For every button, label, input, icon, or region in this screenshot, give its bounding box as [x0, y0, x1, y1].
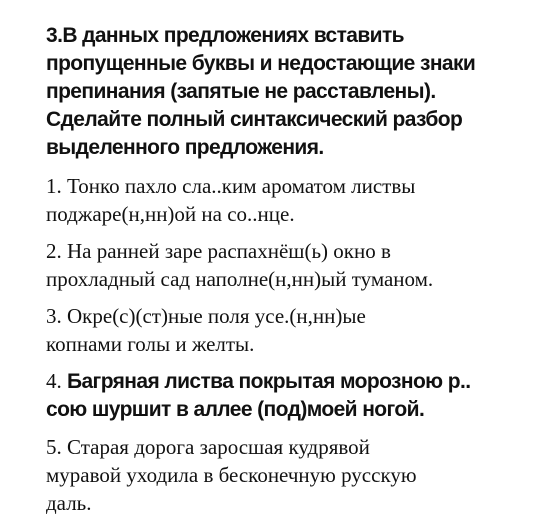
- sentence-3: [46, 302, 526, 358]
- sentence-line: прохладный сад наполне(н,нн)ый туманом.: [46, 267, 434, 291]
- sentence-line: копнами голы и желты.: [46, 332, 255, 356]
- sentence-line: даль.: [46, 491, 92, 515]
- sentence-line: [46, 367, 526, 396]
- task-line: Сделайте полный синтаксический разбор: [46, 108, 463, 131]
- sentence-line: муравой уходила в бесконечную русскую: [46, 463, 417, 487]
- sentence-number: 4.: [46, 369, 62, 393]
- task-line: пропущенные буквы и недостающие знаки: [46, 52, 476, 75]
- sentence-line: 1. Тонко пахло сла..ким ароматом листвы: [46, 174, 416, 198]
- document-page: [46, 22, 526, 526]
- task-line: 3.В данных предложениях вставить: [46, 24, 404, 47]
- sentence-4-highlighted: [46, 367, 526, 424]
- sentence-line: 3. Окре(с)(ст)ные поля усе.(н,нн)ые: [46, 304, 366, 328]
- task-instructions: [46, 22, 526, 162]
- task-line: препинания (запятые не расставлены).: [46, 80, 436, 103]
- sentence-1: [46, 172, 526, 228]
- sentence-text: Багряная листва покрытая морозною р..: [61, 370, 471, 393]
- task-line: выделенного предложения.: [46, 136, 324, 159]
- sentence-line: поджаре(н,нн)ой на со..нце.: [46, 202, 295, 226]
- sentence-5: [46, 433, 526, 517]
- sentence-line: 5. Старая дорога заросшая кудрявой: [46, 435, 370, 459]
- sentence-line: 2. На ранней заре распахнёш(ь) окно в: [46, 239, 391, 263]
- sentence-2: [46, 237, 526, 293]
- sentence-line: сою шуршит в аллее (под)моей ногой.: [46, 398, 425, 421]
